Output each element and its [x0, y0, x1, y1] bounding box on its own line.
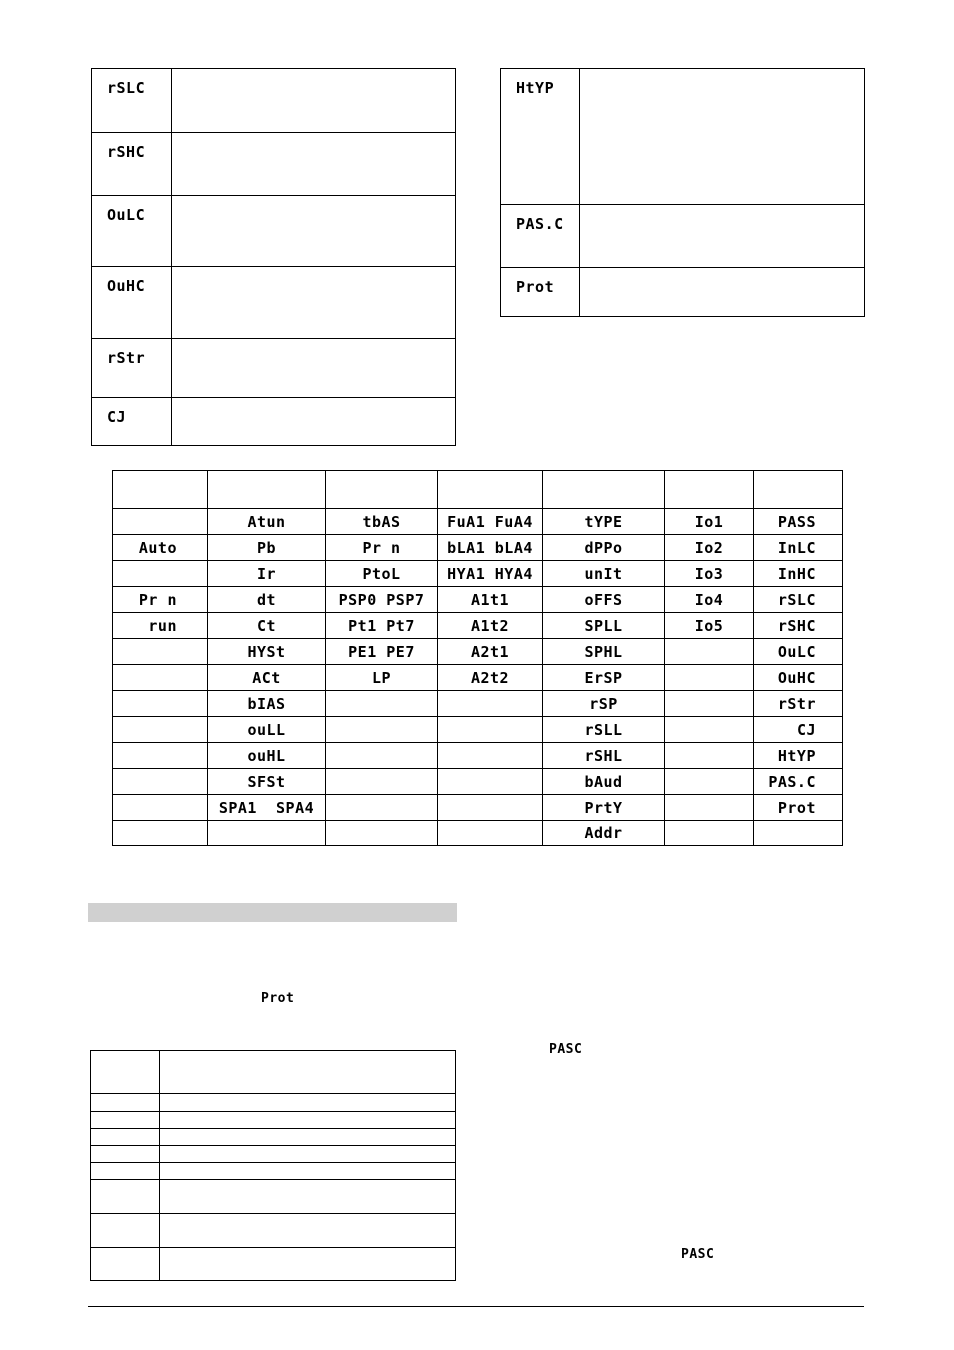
param-code: PAS.C	[501, 205, 580, 268]
prot-description-cell	[160, 1214, 456, 1248]
prot-description-cell	[160, 1146, 456, 1163]
cycles-cell: PE1 PE7	[326, 639, 438, 665]
prot-description-cell	[160, 1129, 456, 1146]
cycles-cell	[326, 717, 438, 743]
cycles-cell: bAud	[543, 769, 665, 795]
cycles-cell	[665, 769, 754, 795]
param-code: OuHC	[92, 267, 172, 339]
cycles-cell	[438, 795, 543, 821]
cycles-cell: PSP0 PSP7	[326, 587, 438, 613]
prot-level-cell	[91, 1094, 160, 1112]
cycles-row	[113, 613, 843, 639]
cycles-row	[113, 821, 843, 846]
prot-description-cell	[160, 1163, 456, 1180]
cycles-header-cell	[543, 471, 665, 509]
cycles-row	[113, 535, 843, 561]
cycles-cell: ouHL	[208, 743, 326, 769]
cycles-cell	[113, 795, 208, 821]
cycles-cell	[665, 639, 754, 665]
cycles-cell: Ir	[208, 561, 326, 587]
cycles-cell	[113, 665, 208, 691]
prot-level-cell	[91, 1112, 160, 1129]
footer-rule	[88, 1306, 864, 1307]
cycles-cell: OuHC	[754, 665, 843, 691]
cycles-row	[113, 587, 843, 613]
cycles-cell: ErSP	[543, 665, 665, 691]
cycles-cell: Io4	[665, 587, 754, 613]
cycles-cell	[754, 821, 843, 846]
cycles-cell	[665, 821, 754, 846]
prot-description-cell	[160, 1094, 456, 1112]
param-code: OuLC	[92, 196, 172, 267]
cycles-header-cell	[438, 471, 543, 509]
cycles-cell: HYSt	[208, 639, 326, 665]
cycles-cell: tYPE	[543, 509, 665, 535]
prot-level-cell	[91, 1214, 160, 1248]
cycles-cell: ACt	[208, 665, 326, 691]
cycles-cell: HYA1 HYA4	[438, 561, 543, 587]
right-parameter-table	[500, 68, 865, 317]
cycles-cell: SPHL	[543, 639, 665, 665]
protection-levels-table	[90, 1050, 456, 1281]
cycles-cell: rStr	[754, 691, 843, 717]
cycles-header-cell	[754, 471, 843, 509]
param-description	[172, 133, 456, 196]
cycles-cell: A2t1	[438, 639, 543, 665]
prot-description-cell	[160, 1112, 456, 1129]
cycles-cell: dt	[208, 587, 326, 613]
param-description	[580, 205, 865, 268]
cycles-cell: A1t1	[438, 587, 543, 613]
cycles-cell: SFSt	[208, 769, 326, 795]
cycles-cell	[438, 717, 543, 743]
cycles-cell: ouLL	[208, 717, 326, 743]
inline-code-pasc: PASC	[549, 1042, 583, 1057]
cycles-cell	[113, 639, 208, 665]
param-description	[580, 268, 865, 317]
cycles-cell: Addr	[543, 821, 665, 846]
cycles-header-cell	[113, 471, 208, 509]
prot-level-cell	[91, 1129, 160, 1146]
cycles-cell	[665, 665, 754, 691]
cycles-cell: rSLL	[543, 717, 665, 743]
cycles-cell: CJ	[754, 717, 843, 743]
prot-level-cell	[91, 1248, 160, 1281]
cycles-cell	[113, 743, 208, 769]
section-heading-bar	[88, 903, 457, 922]
prot-description-cell	[160, 1248, 456, 1281]
cycles-cell	[438, 743, 543, 769]
cycles-cell: bIAS	[208, 691, 326, 717]
cycles-cell: A1t2	[438, 613, 543, 639]
param-code: rStr	[92, 339, 172, 398]
cycles-cell: rSHL	[543, 743, 665, 769]
cycles-cell: InHC	[754, 561, 843, 587]
cycles-cell: rSP	[543, 691, 665, 717]
cycles-cell	[665, 717, 754, 743]
cycles-header-cell	[665, 471, 754, 509]
cycles-cell	[665, 795, 754, 821]
cycles-cell: Io3	[665, 561, 754, 587]
prot-description-cell	[160, 1180, 456, 1214]
cycles-cell: SPLL	[543, 613, 665, 639]
cycles-cell	[438, 769, 543, 795]
cycles-cell	[438, 691, 543, 717]
cycles-cell: Prot	[754, 795, 843, 821]
cycles-cell: InLC	[754, 535, 843, 561]
cycles-cell	[113, 509, 208, 535]
cycles-row	[113, 509, 843, 535]
cycles-row	[113, 743, 843, 769]
param-description	[580, 69, 865, 205]
cycles-cell: SPA1 SPA4	[208, 795, 326, 821]
cycles-row	[113, 769, 843, 795]
cycles-cell	[326, 795, 438, 821]
cycles-row	[113, 639, 843, 665]
cycles-cell	[113, 821, 208, 846]
cycles-cell: dPPo	[543, 535, 665, 561]
cycles-cell: A2t2	[438, 665, 543, 691]
param-description	[172, 69, 456, 133]
cycles-cell: Pr n	[326, 535, 438, 561]
left-parameter-table	[91, 68, 456, 446]
prot-level-cell	[91, 1163, 160, 1180]
cycles-row	[113, 561, 843, 587]
cycles-cell: bLA1 bLA4	[438, 535, 543, 561]
cycles-cell: oFFS	[543, 587, 665, 613]
param-description	[172, 267, 456, 339]
cycles-cell	[113, 691, 208, 717]
cycles-cell: Io5	[665, 613, 754, 639]
param-description	[172, 398, 456, 446]
param-code: rSLC	[92, 69, 172, 133]
cycles-cell: LP	[326, 665, 438, 691]
cycles-cell	[326, 691, 438, 717]
cycles-cell	[326, 821, 438, 846]
cycles-cell	[326, 769, 438, 795]
cycles-cell: PASS	[754, 509, 843, 535]
cycles-cell: rSLC	[754, 587, 843, 613]
cycles-cell: run	[113, 613, 208, 639]
cycles-cell	[665, 743, 754, 769]
cycles-header-row	[113, 471, 843, 509]
param-code: Prot	[501, 268, 580, 317]
cycles-cell	[208, 821, 326, 846]
cycles-cell: Ct	[208, 613, 326, 639]
cycles-cell: Auto	[113, 535, 208, 561]
cycles-cell	[326, 743, 438, 769]
cycles-cell: Io1	[665, 509, 754, 535]
cycles-cell: Pb	[208, 535, 326, 561]
cycles-cell	[113, 561, 208, 587]
cycles-cell: Pt1 Pt7	[326, 613, 438, 639]
cycles-row	[113, 665, 843, 691]
cycles-cell: PAS.C	[754, 769, 843, 795]
cycles-cell: Io2	[665, 535, 754, 561]
cycles-row	[113, 717, 843, 743]
inline-code-pasc: PASC	[681, 1247, 715, 1262]
cycles-header-cell	[326, 471, 438, 509]
cycles-cell: tbAS	[326, 509, 438, 535]
prot-level-cell	[91, 1146, 160, 1163]
param-description	[172, 196, 456, 267]
cycles-cell: Pr n	[113, 587, 208, 613]
param-description	[172, 339, 456, 398]
cycles-cell	[113, 769, 208, 795]
cycles-cell: HtYP	[754, 743, 843, 769]
cycles-cell: Atun	[208, 509, 326, 535]
cycles-cell: unIt	[543, 561, 665, 587]
prot-level-cell	[91, 1051, 160, 1094]
cycles-row	[113, 691, 843, 717]
cycles-row	[113, 795, 843, 821]
cycles-cell	[438, 821, 543, 846]
prot-description-cell	[160, 1051, 456, 1094]
inline-code-prot: Prot	[261, 991, 295, 1006]
parameter-cycles-table	[112, 470, 843, 846]
cycles-cell: rSHC	[754, 613, 843, 639]
cycles-cell: FuA1 FuA4	[438, 509, 543, 535]
cycles-header-cell	[208, 471, 326, 509]
cycles-cell	[665, 691, 754, 717]
param-code: rSHC	[92, 133, 172, 196]
cycles-cell: OuLC	[754, 639, 843, 665]
cycles-cell: PrtY	[543, 795, 665, 821]
cycles-cell	[113, 717, 208, 743]
cycles-cell: PtoL	[326, 561, 438, 587]
param-code: HtYP	[501, 69, 580, 205]
param-code: CJ	[92, 398, 172, 446]
prot-level-cell	[91, 1180, 160, 1214]
